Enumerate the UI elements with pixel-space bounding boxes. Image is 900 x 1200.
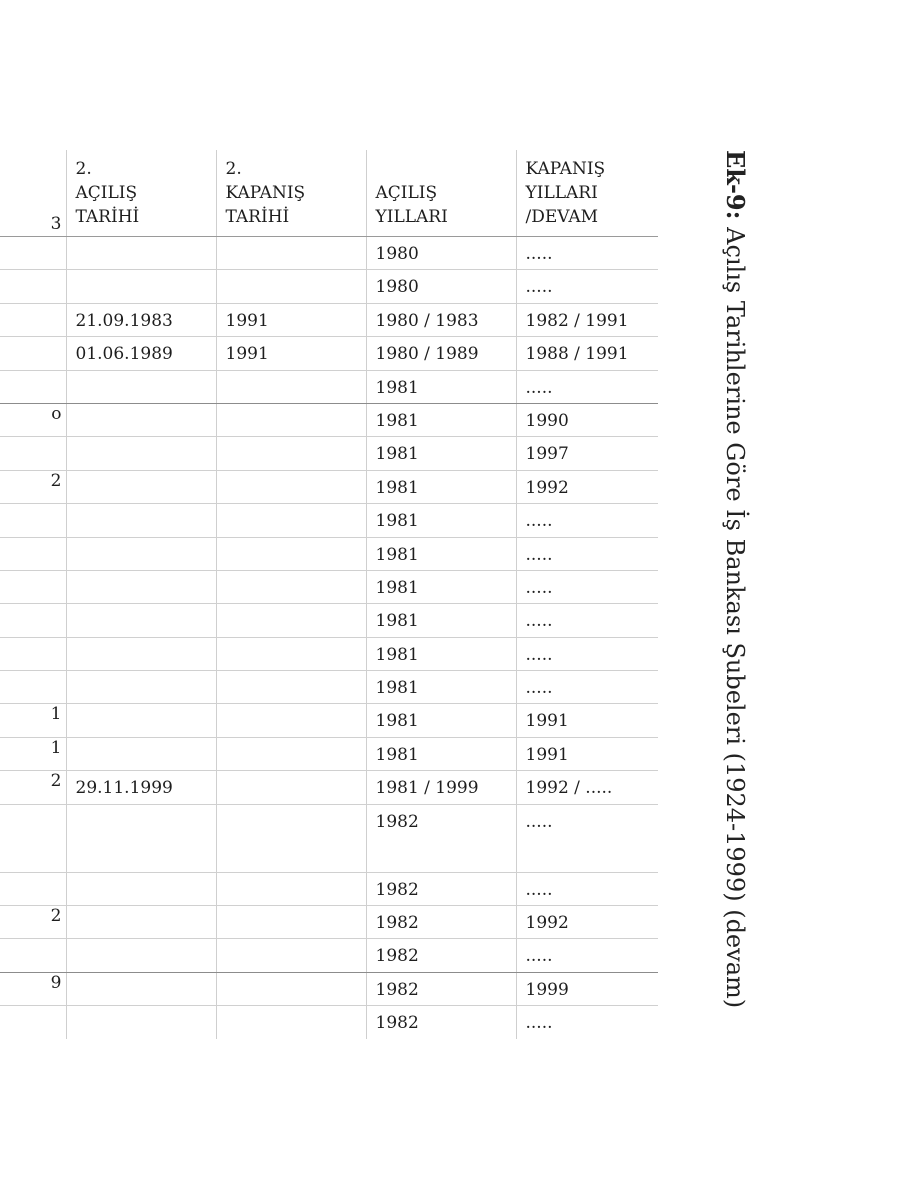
cell-closing-years: 1982 / 1991 [516, 303, 658, 336]
cell-second-closing-date [216, 737, 366, 770]
cell-opening-years: 1981 [366, 704, 516, 737]
cell-opening-years: 1981 [366, 437, 516, 470]
cell-cut-column [0, 270, 66, 303]
cell-second-closing-date: 1991 [216, 303, 366, 336]
cell-closing-years: 1991 [516, 704, 658, 737]
cell-second-closing-date [216, 370, 366, 403]
cell-second-opening-date [66, 1006, 216, 1039]
table-row [0, 570, 658, 603]
cell-cut-column [0, 537, 66, 570]
cell-cut-column [0, 437, 66, 470]
cell-cut-column: 2 [0, 470, 66, 503]
header-row [0, 150, 658, 237]
cell-second-closing-date [216, 671, 366, 704]
cell-second-opening-date [66, 537, 216, 570]
cell-cut-column [0, 504, 66, 537]
table-caption [720, 150, 750, 1008]
cell-second-opening-date [66, 637, 216, 670]
cell-second-opening-date [66, 370, 216, 403]
table-row [0, 939, 658, 972]
cell-opening-years: 1981 / 1999 [366, 771, 516, 804]
cell-cut-column [0, 637, 66, 670]
table-row [0, 637, 658, 670]
header-cut-column: 3 [0, 150, 66, 237]
cell-cut-column: 9 [0, 972, 66, 1005]
cell-closing-years: ..... [516, 804, 658, 872]
cell-second-closing-date [216, 270, 366, 303]
cell-opening-years: 1982 [366, 804, 516, 872]
cell-second-closing-date [216, 403, 366, 436]
cell-second-opening-date [66, 504, 216, 537]
cell-second-closing-date [216, 939, 366, 972]
cell-cut-column [0, 237, 66, 270]
cell-closing-years: ..... [516, 237, 658, 270]
cell-closing-years: 1992 [516, 470, 658, 503]
header-opening-years: AÇILIŞ YILLARI [366, 150, 516, 237]
cell-opening-years: 1981 [366, 537, 516, 570]
cell-second-opening-date [66, 403, 216, 436]
cell-second-opening-date [66, 804, 216, 872]
table-row [0, 872, 658, 905]
caption-label: Ek-9: [721, 150, 750, 220]
cell-opening-years: 1980 / 1989 [366, 337, 516, 370]
cell-cut-column: 2 [0, 771, 66, 804]
cell-second-opening-date [66, 737, 216, 770]
cell-opening-years: 1981 [366, 737, 516, 770]
cell-second-closing-date [216, 570, 366, 603]
cell-second-opening-date [66, 906, 216, 939]
cell-opening-years: 1981 [366, 370, 516, 403]
cell-opening-years: 1980 [366, 270, 516, 303]
cell-cut-column [0, 604, 66, 637]
cell-opening-years: 1982 [366, 1006, 516, 1039]
cell-opening-years: 1980 / 1983 [366, 303, 516, 336]
table-body [0, 237, 658, 1040]
cell-opening-years: 1981 [366, 604, 516, 637]
cell-opening-years: 1982 [366, 939, 516, 972]
branches-table-wrapper [0, 150, 660, 1039]
cell-second-closing-date [216, 1006, 366, 1039]
cell-second-opening-date [66, 939, 216, 972]
cell-closing-years: 1999 [516, 972, 658, 1005]
table-row [0, 972, 658, 1005]
table-row [0, 470, 658, 503]
caption-title: Açılış Tarihlerine Göre İş Bankası Şubeleri (1924-1999) (devam) [721, 227, 749, 1009]
branches-table [0, 150, 658, 1039]
table-row [0, 737, 658, 770]
cell-cut-column: o [0, 403, 66, 436]
cell-opening-years: 1981 [366, 570, 516, 603]
table-row [0, 237, 658, 270]
cell-cut-column [0, 671, 66, 704]
cell-closing-years: 1992 / ..... [516, 771, 658, 804]
cell-cut-column [0, 1006, 66, 1039]
cell-closing-years: 1997 [516, 437, 658, 470]
table-row [0, 504, 658, 537]
cell-opening-years: 1980 [366, 237, 516, 270]
cell-opening-years: 1981 [366, 637, 516, 670]
cell-cut-column [0, 337, 66, 370]
cell-second-closing-date [216, 771, 366, 804]
cell-second-opening-date: 29.11.1999 [66, 771, 216, 804]
table-row [0, 403, 658, 436]
table-row [0, 537, 658, 570]
table-row [0, 370, 658, 403]
cell-opening-years: 1981 [366, 671, 516, 704]
cell-second-closing-date [216, 906, 366, 939]
cell-second-closing-date: 1991 [216, 337, 366, 370]
cell-second-closing-date [216, 604, 366, 637]
cell-closing-years: ..... [516, 537, 658, 570]
cell-closing-years: ..... [516, 671, 658, 704]
cell-opening-years: 1982 [366, 906, 516, 939]
table-row [0, 437, 658, 470]
cell-cut-column: 1 [0, 737, 66, 770]
cell-second-opening-date [66, 270, 216, 303]
cell-second-closing-date [216, 872, 366, 905]
cell-cut-column: 1 [0, 704, 66, 737]
cell-cut-column [0, 370, 66, 403]
table-row [0, 771, 658, 804]
header-second-closing-date: 2. KAPANIŞ TARİHİ [216, 150, 366, 237]
cell-closing-years: ..... [516, 270, 658, 303]
cell-closing-years: 1990 [516, 403, 658, 436]
cell-second-opening-date [66, 237, 216, 270]
cell-closing-years: ..... [516, 1006, 658, 1039]
cell-cut-column [0, 872, 66, 905]
table-row [0, 1006, 658, 1039]
cell-cut-column [0, 570, 66, 603]
cell-second-closing-date [216, 237, 366, 270]
cell-second-closing-date [216, 470, 366, 503]
cell-second-opening-date [66, 671, 216, 704]
table-row [0, 337, 658, 370]
table-row [0, 704, 658, 737]
cell-second-opening-date [66, 470, 216, 503]
cell-cut-column [0, 804, 66, 872]
cell-closing-years: ..... [516, 637, 658, 670]
table-row [0, 270, 658, 303]
cell-closing-years: ..... [516, 872, 658, 905]
cell-cut-column [0, 939, 66, 972]
table-row [0, 671, 658, 704]
cell-second-opening-date: 01.06.1989 [66, 337, 216, 370]
cell-second-opening-date [66, 437, 216, 470]
cell-second-closing-date [216, 504, 366, 537]
header-closing-years: KAPANIŞ YILLARI /DEVAM [516, 150, 658, 237]
cell-cut-column [0, 303, 66, 336]
cell-second-opening-date [66, 704, 216, 737]
cell-opening-years: 1981 [366, 403, 516, 436]
header-second-opening-date: 2. AÇILIŞ TARİHİ [66, 150, 216, 237]
cell-second-closing-date [216, 704, 366, 737]
cell-second-closing-date [216, 804, 366, 872]
cell-second-closing-date [216, 972, 366, 1005]
cell-opening-years: 1981 [366, 504, 516, 537]
cell-second-opening-date [66, 570, 216, 603]
cell-second-opening-date: 21.09.1983 [66, 303, 216, 336]
cell-closing-years: ..... [516, 570, 658, 603]
cell-opening-years: 1982 [366, 872, 516, 905]
table-row [0, 906, 658, 939]
cell-closing-years: 1988 / 1991 [516, 337, 658, 370]
table-row [0, 804, 658, 872]
cell-opening-years: 1982 [366, 972, 516, 1005]
cell-closing-years: 1991 [516, 737, 658, 770]
cell-second-closing-date [216, 437, 366, 470]
cell-second-opening-date [66, 872, 216, 905]
cell-opening-years: 1981 [366, 470, 516, 503]
cell-closing-years: ..... [516, 604, 658, 637]
cell-second-closing-date [216, 637, 366, 670]
cell-closing-years: ..... [516, 370, 658, 403]
cell-second-opening-date [66, 604, 216, 637]
table-row [0, 303, 658, 336]
cell-second-opening-date [66, 972, 216, 1005]
cell-cut-column: 2 [0, 906, 66, 939]
cell-closing-years: ..... [516, 939, 658, 972]
cell-closing-years: 1992 [516, 906, 658, 939]
cell-second-closing-date [216, 537, 366, 570]
cell-closing-years: ..... [516, 504, 658, 537]
table-row [0, 604, 658, 637]
